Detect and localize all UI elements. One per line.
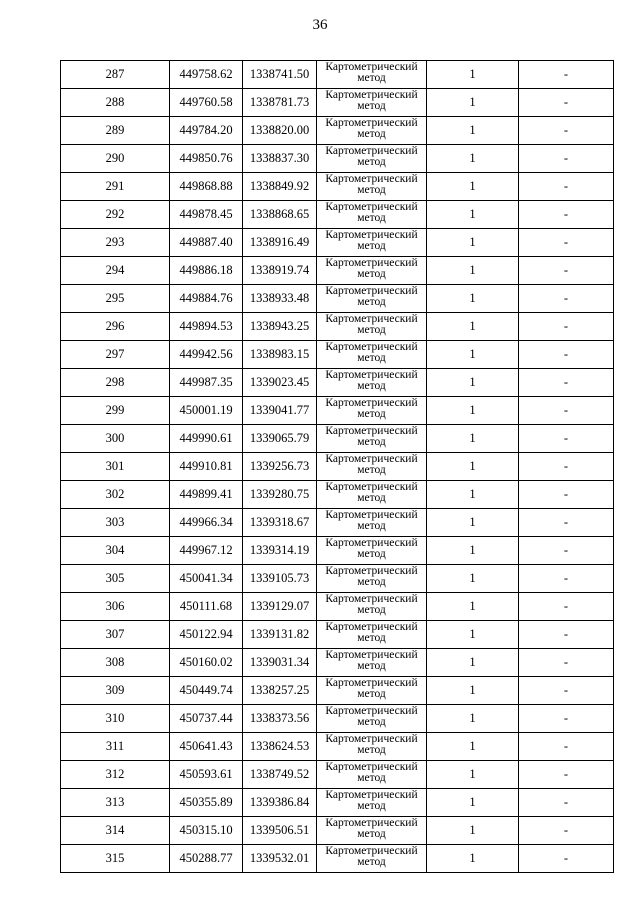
method-cell — [317, 61, 427, 89]
method-line-2: метод — [357, 604, 386, 616]
x-coordinate-cell: 450315.10 — [170, 817, 243, 845]
method-line-2: метод — [357, 408, 386, 420]
method-line-1: Картометрический — [325, 733, 418, 745]
point-number-cell: 297 — [61, 341, 170, 369]
method-line-1: Картометрический — [325, 509, 418, 521]
accuracy-cell: 1 — [427, 481, 519, 509]
y-coordinate-cell: 1338749.52 — [243, 761, 317, 789]
method-line-1: Картометрический — [325, 201, 418, 213]
accuracy-cell: 1 — [427, 817, 519, 845]
note-cell: - — [519, 89, 614, 117]
accuracy-cell: 1 — [427, 201, 519, 229]
table-row — [61, 201, 614, 229]
x-coordinate-cell: 449878.45 — [170, 201, 243, 229]
point-number-cell: 304 — [61, 537, 170, 565]
method-cell — [317, 341, 427, 369]
table-row — [61, 509, 614, 537]
accuracy-cell: 1 — [427, 649, 519, 677]
method-line-2: метод — [357, 352, 386, 364]
x-coordinate-cell: 450001.19 — [170, 397, 243, 425]
x-coordinate-cell: 449942.56 — [170, 341, 243, 369]
accuracy-cell: 1 — [427, 313, 519, 341]
method-cell — [317, 705, 427, 733]
table-row — [61, 173, 614, 201]
method-line-1: Картометрический — [325, 649, 418, 661]
y-coordinate-cell: 1339131.82 — [243, 621, 317, 649]
method-cell — [317, 649, 427, 677]
page-number: 36 — [312, 17, 328, 33]
point-number-cell: 314 — [61, 817, 170, 845]
accuracy-cell: 1 — [427, 537, 519, 565]
method-line-2: метод — [357, 436, 386, 448]
point-number-cell: 303 — [61, 509, 170, 537]
method-line-1: Картометрический — [325, 817, 418, 829]
accuracy-cell: 1 — [427, 89, 519, 117]
table-row — [61, 537, 614, 565]
x-coordinate-cell: 449966.34 — [170, 509, 243, 537]
method-cell — [317, 789, 427, 817]
x-coordinate-cell: 449758.62 — [170, 61, 243, 89]
table-row — [61, 705, 614, 733]
accuracy-cell: 1 — [427, 621, 519, 649]
point-number-cell: 292 — [61, 201, 170, 229]
method-line-1: Картометрический — [325, 761, 418, 773]
method-line-2: метод — [357, 772, 386, 784]
table-row — [61, 341, 614, 369]
y-coordinate-cell: 1339314.19 — [243, 537, 317, 565]
note-cell: - — [519, 229, 614, 257]
table-row — [61, 285, 614, 313]
point-number-cell: 308 — [61, 649, 170, 677]
method-cell — [317, 593, 427, 621]
note-cell: - — [519, 565, 614, 593]
method-line-2: метод — [357, 576, 386, 588]
accuracy-cell: 1 — [427, 341, 519, 369]
y-coordinate-cell: 1338781.73 — [243, 89, 317, 117]
point-number-cell: 307 — [61, 621, 170, 649]
method-cell — [317, 537, 427, 565]
method-line-2: метод — [357, 520, 386, 532]
y-coordinate-cell: 1338373.56 — [243, 705, 317, 733]
method-line-2: метод — [357, 800, 386, 812]
method-line-2: метод — [357, 464, 386, 476]
y-coordinate-cell: 1338933.48 — [243, 285, 317, 313]
method-line-1: Картометрический — [325, 789, 418, 801]
point-number-cell: 288 — [61, 89, 170, 117]
method-line-2: метод — [357, 856, 386, 868]
y-coordinate-cell: 1339065.79 — [243, 425, 317, 453]
table-row — [61, 733, 614, 761]
y-coordinate-cell: 1339256.73 — [243, 453, 317, 481]
point-number-cell: 295 — [61, 285, 170, 313]
method-cell — [317, 845, 427, 873]
x-coordinate-cell: 449886.18 — [170, 257, 243, 285]
method-cell — [317, 481, 427, 509]
method-cell — [317, 677, 427, 705]
table-row — [61, 789, 614, 817]
note-cell: - — [519, 285, 614, 313]
point-number-cell: 299 — [61, 397, 170, 425]
point-number-cell: 302 — [61, 481, 170, 509]
note-cell: - — [519, 537, 614, 565]
point-number-cell: 305 — [61, 565, 170, 593]
table-row — [61, 117, 614, 145]
point-number-cell: 310 — [61, 705, 170, 733]
accuracy-cell: 1 — [427, 369, 519, 397]
method-line-1: Картометрический — [325, 341, 418, 353]
method-line-1: Картометрический — [325, 537, 418, 549]
method-line-1: Картометрический — [325, 397, 418, 409]
method-line-2: метод — [357, 324, 386, 336]
note-cell: - — [519, 733, 614, 761]
note-cell: - — [519, 649, 614, 677]
y-coordinate-cell: 1339318.67 — [243, 509, 317, 537]
x-coordinate-cell: 449990.61 — [170, 425, 243, 453]
table-row — [61, 369, 614, 397]
x-coordinate-cell: 450449.74 — [170, 677, 243, 705]
method-line-1: Картометрический — [325, 677, 418, 689]
method-cell — [317, 285, 427, 313]
method-cell — [317, 565, 427, 593]
x-coordinate-cell: 450355.89 — [170, 789, 243, 817]
x-coordinate-cell: 449784.20 — [170, 117, 243, 145]
method-line-1: Картометрический — [325, 117, 418, 129]
coordinates-table — [60, 60, 614, 873]
note-cell: - — [519, 201, 614, 229]
method-line-2: метод — [357, 268, 386, 280]
accuracy-cell: 1 — [427, 509, 519, 537]
method-line-1: Картометрический — [325, 229, 418, 241]
method-cell — [317, 89, 427, 117]
x-coordinate-cell: 449850.76 — [170, 145, 243, 173]
method-cell — [317, 817, 427, 845]
y-coordinate-cell: 1339129.07 — [243, 593, 317, 621]
note-cell: - — [519, 677, 614, 705]
accuracy-cell: 1 — [427, 677, 519, 705]
x-coordinate-cell: 450593.61 — [170, 761, 243, 789]
method-line-1: Картометрический — [325, 173, 418, 185]
note-cell: - — [519, 369, 614, 397]
table-row — [61, 565, 614, 593]
method-cell — [317, 117, 427, 145]
method-line-1: Картометрический — [325, 705, 418, 717]
method-cell — [317, 397, 427, 425]
accuracy-cell: 1 — [427, 425, 519, 453]
method-line-1: Картометрический — [325, 453, 418, 465]
method-cell — [317, 761, 427, 789]
method-cell — [317, 621, 427, 649]
method-line-1: Картометрический — [325, 285, 418, 297]
note-cell: - — [519, 481, 614, 509]
x-coordinate-cell: 449894.53 — [170, 313, 243, 341]
method-line-1: Картометрический — [325, 621, 418, 633]
method-line-2: метод — [357, 548, 386, 560]
method-line-1: Картометрический — [325, 369, 418, 381]
accuracy-cell: 1 — [427, 117, 519, 145]
point-number-cell: 293 — [61, 229, 170, 257]
table-row — [61, 61, 614, 89]
accuracy-cell: 1 — [427, 145, 519, 173]
method-line-2: метод — [357, 156, 386, 168]
method-cell — [317, 369, 427, 397]
x-coordinate-cell: 449910.81 — [170, 453, 243, 481]
table-row — [61, 761, 614, 789]
y-coordinate-cell: 1338943.25 — [243, 313, 317, 341]
table-row — [61, 621, 614, 649]
method-cell — [317, 145, 427, 173]
method-line-1: Картометрический — [325, 425, 418, 437]
method-line-2: метод — [357, 212, 386, 224]
method-line-1: Картометрический — [325, 145, 418, 157]
y-coordinate-cell: 1339280.75 — [243, 481, 317, 509]
y-coordinate-cell: 1338624.53 — [243, 733, 317, 761]
method-line-2: метод — [357, 660, 386, 672]
y-coordinate-cell: 1339532.01 — [243, 845, 317, 873]
note-cell: - — [519, 621, 614, 649]
x-coordinate-cell: 450288.77 — [170, 845, 243, 873]
method-line-2: метод — [357, 296, 386, 308]
y-coordinate-cell: 1338820.00 — [243, 117, 317, 145]
method-line-2: метод — [357, 240, 386, 252]
x-coordinate-cell: 450041.34 — [170, 565, 243, 593]
method-line-2: метод — [357, 828, 386, 840]
method-line-2: метод — [357, 688, 386, 700]
method-cell — [317, 173, 427, 201]
point-number-cell: 291 — [61, 173, 170, 201]
table-row — [61, 425, 614, 453]
accuracy-cell: 1 — [427, 565, 519, 593]
method-line-2: метод — [357, 632, 386, 644]
note-cell: - — [519, 453, 614, 481]
x-coordinate-cell: 450737.44 — [170, 705, 243, 733]
x-coordinate-cell: 449760.58 — [170, 89, 243, 117]
point-number-cell: 313 — [61, 789, 170, 817]
x-coordinate-cell: 449887.40 — [170, 229, 243, 257]
y-coordinate-cell: 1338868.65 — [243, 201, 317, 229]
y-coordinate-cell: 1338837.30 — [243, 145, 317, 173]
accuracy-cell: 1 — [427, 705, 519, 733]
y-coordinate-cell: 1338916.49 — [243, 229, 317, 257]
method-line-2: метод — [357, 100, 386, 112]
table-row — [61, 677, 614, 705]
note-cell: - — [519, 509, 614, 537]
table-row — [61, 89, 614, 117]
point-number-cell: 306 — [61, 593, 170, 621]
y-coordinate-cell: 1339105.73 — [243, 565, 317, 593]
y-coordinate-cell: 1339023.45 — [243, 369, 317, 397]
note-cell: - — [519, 341, 614, 369]
x-coordinate-cell: 449987.35 — [170, 369, 243, 397]
y-coordinate-cell: 1338919.74 — [243, 257, 317, 285]
note-cell: - — [519, 789, 614, 817]
accuracy-cell: 1 — [427, 733, 519, 761]
method-line-2: метод — [357, 128, 386, 140]
accuracy-cell: 1 — [427, 173, 519, 201]
note-cell: - — [519, 173, 614, 201]
accuracy-cell: 1 — [427, 61, 519, 89]
point-number-cell: 298 — [61, 369, 170, 397]
x-coordinate-cell: 449899.41 — [170, 481, 243, 509]
note-cell: - — [519, 817, 614, 845]
method-cell — [317, 453, 427, 481]
point-number-cell: 300 — [61, 425, 170, 453]
accuracy-cell: 1 — [427, 789, 519, 817]
method-line-2: метод — [357, 380, 386, 392]
note-cell: - — [519, 117, 614, 145]
note-cell: - — [519, 61, 614, 89]
method-line-2: метод — [357, 744, 386, 756]
accuracy-cell: 1 — [427, 397, 519, 425]
method-cell — [317, 509, 427, 537]
point-number-cell: 289 — [61, 117, 170, 145]
table-row — [61, 229, 614, 257]
y-coordinate-cell: 1339506.51 — [243, 817, 317, 845]
note-cell: - — [519, 145, 614, 173]
method-line-2: метод — [357, 184, 386, 196]
point-number-cell: 294 — [61, 257, 170, 285]
method-line-1: Картометрический — [325, 845, 418, 857]
x-coordinate-cell: 450122.94 — [170, 621, 243, 649]
x-coordinate-cell: 449868.88 — [170, 173, 243, 201]
accuracy-cell: 1 — [427, 285, 519, 313]
method-cell — [317, 229, 427, 257]
method-cell — [317, 257, 427, 285]
accuracy-cell: 1 — [427, 229, 519, 257]
coordinates-table-body — [61, 61, 614, 873]
point-number-cell: 287 — [61, 61, 170, 89]
method-cell — [317, 425, 427, 453]
y-coordinate-cell: 1338257.25 — [243, 677, 317, 705]
table-row — [61, 257, 614, 285]
note-cell: - — [519, 397, 614, 425]
accuracy-cell: 1 — [427, 845, 519, 873]
note-cell: - — [519, 593, 614, 621]
point-number-cell: 296 — [61, 313, 170, 341]
note-cell: - — [519, 425, 614, 453]
note-cell: - — [519, 257, 614, 285]
method-line-2: метод — [357, 716, 386, 728]
method-cell — [317, 201, 427, 229]
note-cell: - — [519, 845, 614, 873]
accuracy-cell: 1 — [427, 761, 519, 789]
point-number-cell: 309 — [61, 677, 170, 705]
table-row — [61, 397, 614, 425]
accuracy-cell: 1 — [427, 257, 519, 285]
table-row — [61, 453, 614, 481]
point-number-cell: 301 — [61, 453, 170, 481]
note-cell: - — [519, 761, 614, 789]
accuracy-cell: 1 — [427, 593, 519, 621]
table-row — [61, 593, 614, 621]
table-row — [61, 481, 614, 509]
table-row — [61, 145, 614, 173]
method-line-1: Картометрический — [325, 481, 418, 493]
y-coordinate-cell: 1339386.84 — [243, 789, 317, 817]
method-line-1: Картометрический — [325, 313, 418, 325]
method-line-2: метод — [357, 72, 386, 84]
point-number-cell: 312 — [61, 761, 170, 789]
y-coordinate-cell: 1339041.77 — [243, 397, 317, 425]
point-number-cell: 315 — [61, 845, 170, 873]
method-line-1: Картометрический — [325, 89, 418, 101]
x-coordinate-cell: 449967.12 — [170, 537, 243, 565]
table-row — [61, 817, 614, 845]
y-coordinate-cell: 1338983.15 — [243, 341, 317, 369]
method-line-1: Картометрический — [325, 565, 418, 577]
table-row — [61, 845, 614, 873]
point-number-cell: 311 — [61, 733, 170, 761]
y-coordinate-cell: 1338849.92 — [243, 173, 317, 201]
x-coordinate-cell: 450160.02 — [170, 649, 243, 677]
method-line-1: Картометрический — [325, 593, 418, 605]
table-row — [61, 313, 614, 341]
method-line-1: Картометрический — [325, 257, 418, 269]
method-cell — [317, 313, 427, 341]
x-coordinate-cell: 449884.76 — [170, 285, 243, 313]
method-line-1: Картометрический — [325, 61, 418, 73]
note-cell: - — [519, 313, 614, 341]
table-row — [61, 649, 614, 677]
y-coordinate-cell: 1339031.34 — [243, 649, 317, 677]
method-line-2: метод — [357, 492, 386, 504]
point-number-cell: 290 — [61, 145, 170, 173]
note-cell: - — [519, 705, 614, 733]
accuracy-cell: 1 — [427, 453, 519, 481]
y-coordinate-cell: 1338741.50 — [243, 61, 317, 89]
x-coordinate-cell: 450111.68 — [170, 593, 243, 621]
x-coordinate-cell: 450641.43 — [170, 733, 243, 761]
method-cell — [317, 733, 427, 761]
